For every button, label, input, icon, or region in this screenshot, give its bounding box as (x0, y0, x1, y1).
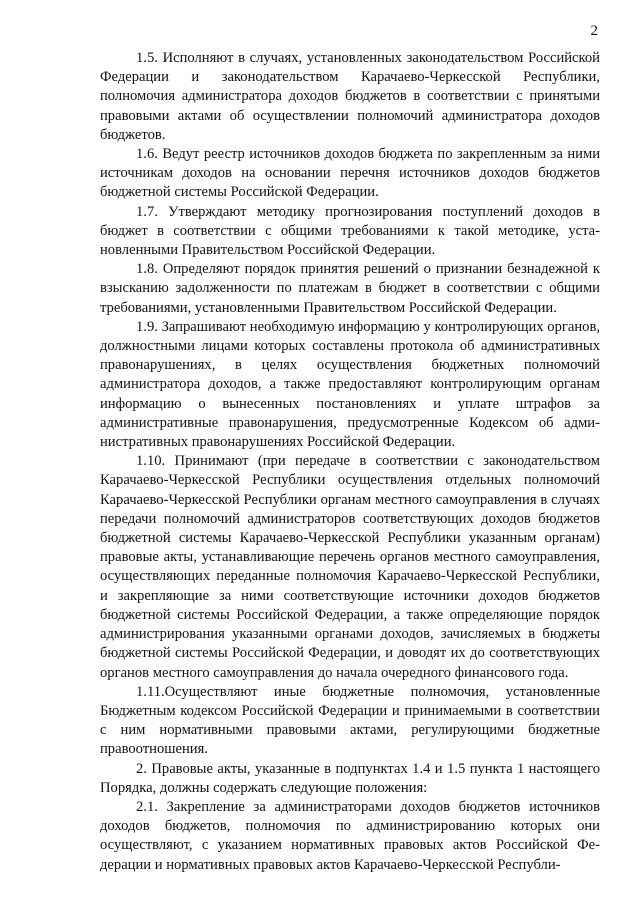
paragraph-1-10: 1.10. Принимают (при передаче в соответствии с законодательством Карачаево-Черкесской Республики осуществления отдельных полномочий Карачаево-Черкесской Республики органам местного самоуправления в случаях передачи полномочий администраторов соответствующих доходов бюджетов бюджетной системы Карачаево-Черкесской Республики указанным органам) правовые акты, устанавливающие перечень органов местного самоуправления, осуществляющих переданные полномочия Карачаево-Черкесской Республики, и закрепляющие за ними соответствующие источники доходов бюджетов бюджетной системы Российской Федерации, а также определяющие порядок администрирования указанными органами доходов, зачисляемых в бюджеты бюджетной системы Российской Федерации, и доводят их до соответствующих органов местного самоуправления до начала очередного финансового года. (100, 453, 600, 681)
paragraph-1-11: 1.11.Осуществляют иные бюджетные полномочия, установленные Бюджетным кодексом Российской Федерации и принимаемыми в соответствии с ним нормативными правовыми актами, регулирующими бюджетные правоотношения. (100, 683, 600, 758)
paragraph-2: 2. Правовые акты, указанные в подпунктах 1.4 и 1.5 пункта 1 настоящего Порядка, должны содержать следующие положения: (100, 760, 600, 796)
document-body (100, 49, 600, 875)
page-number: 2 (590, 23, 598, 39)
paragraph-1-9: 1.9. Запрашивают необходимую информацию у контролирующих органов, должностными лицами которых составлены протокола об административных правонарушениях, в целях осуществления бюджетных полномочий администратора доходов, а также предоставляют контролирующим органам информацию о вынесенных постановлениях и уплате штрафов за административные правонарушения, предусмотренные Кодексом об административных правонарушениях Российской Федерации. (100, 318, 600, 451)
paragraph-1-8: 1.8. Определяют порядок принятия решений о признании безнадежной к взысканию задолженности по платежам в бюджет в соответствии с общими требованиями, установленными Правительством Российской Федерации. (100, 261, 600, 316)
paragraph-1-7: 1.7. Утверждают методику прогнозирования поступлений доходов в бюджет в соответствии с общими требованиями к такой методике, установленными Правительством Российской Федерации. (100, 203, 600, 259)
paragraph-2-1: 2.1. Закрепление за администраторами доходов бюджетов источников доходов бюджетов, полномочия по администрированию которых они осуществляют, с указанием нормативных правовых актов Российской Федерации и нормативных правовых актов Карачаево-Черкесской Республи- (100, 798, 600, 873)
paragraph-1-6: 1.6. Ведут реестр источников доходов бюджета по закрепленным за ними источникам доходов на основании перечня источников доходов бюджетов бюджетной системы Российской Федерации. (100, 146, 600, 201)
paragraph-1-5: 1.5. Исполняют в случаях, установленных законодательством Российской Федерации и законодательством Карачаево-Черкесской Республики, полномочия администратора доходов бюджетов в соответствии с принятыми правовыми актами об осуществлении полномочий администратора доходов бюджетов. (100, 50, 600, 143)
